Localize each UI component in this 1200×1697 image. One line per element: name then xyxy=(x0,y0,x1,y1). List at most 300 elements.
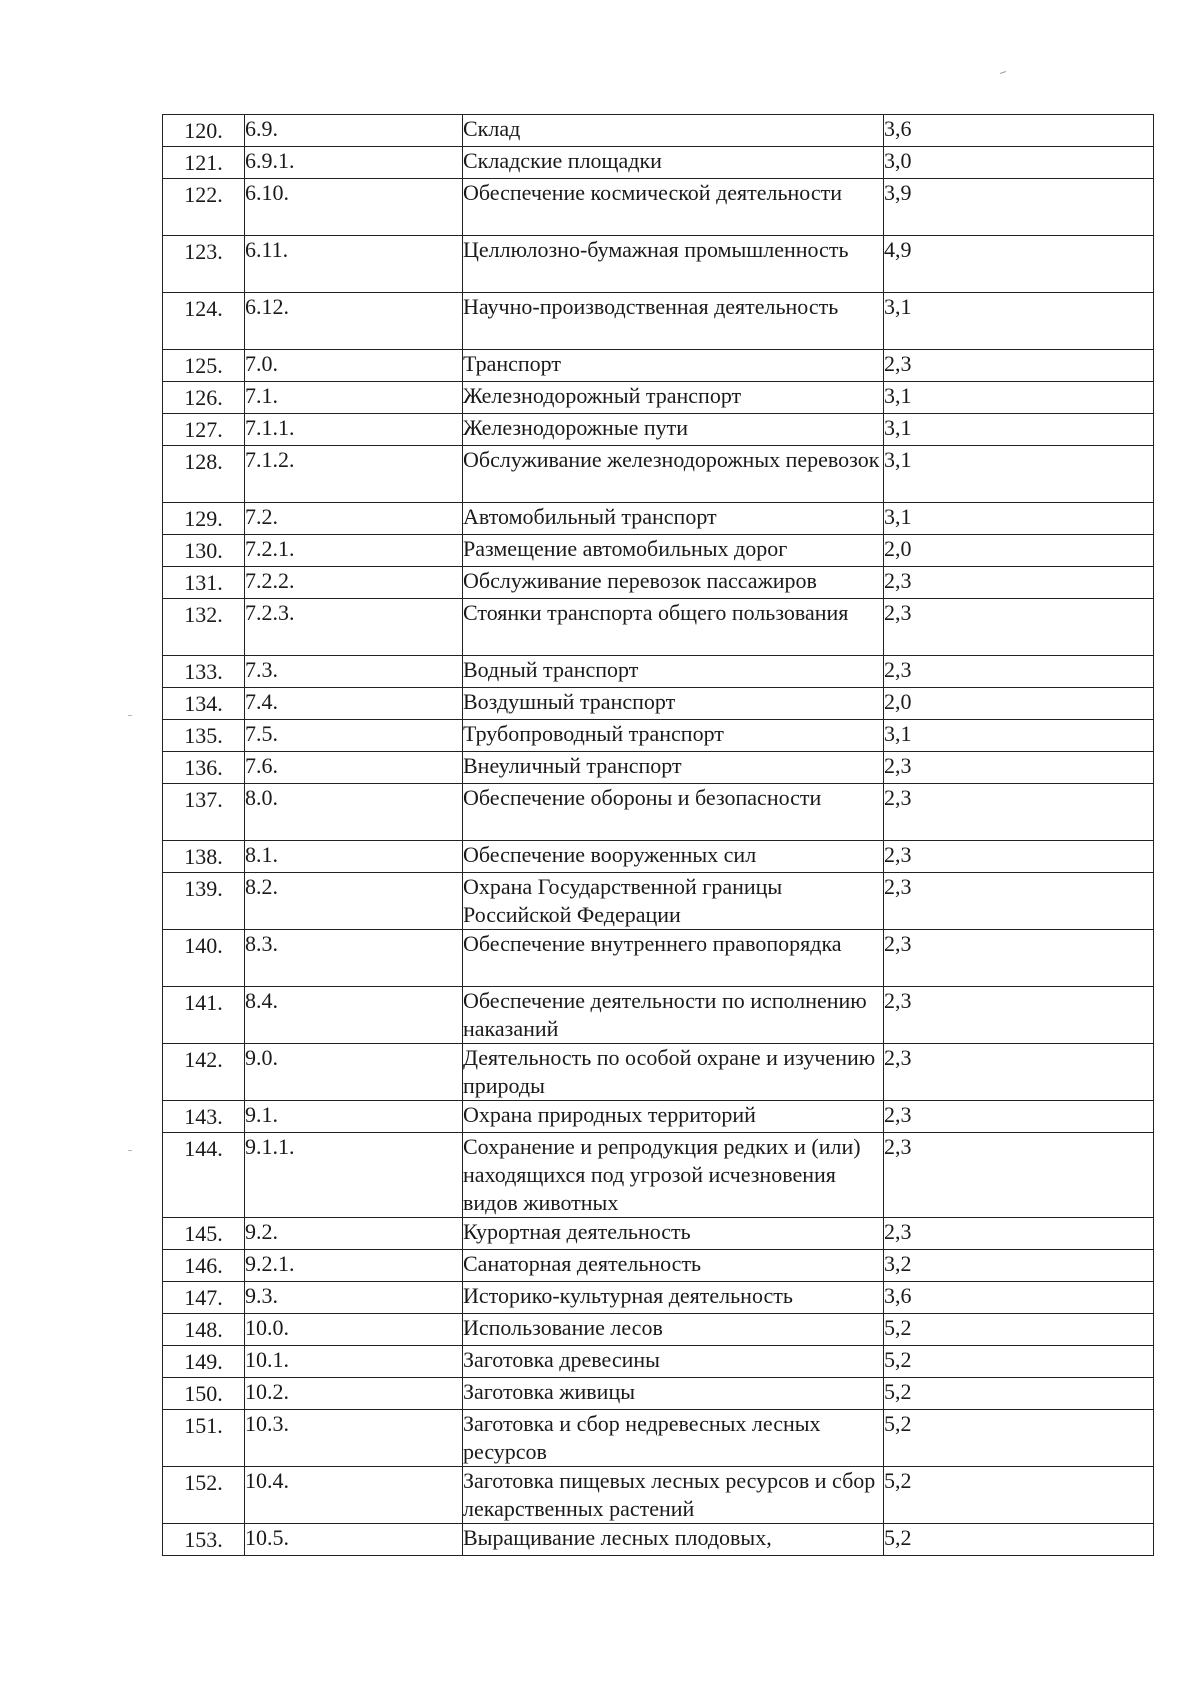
coefficient-text: 2,3 xyxy=(884,1045,912,1070)
row-number-text: 152. xyxy=(184,1470,223,1495)
row-number-text: 146. xyxy=(184,1253,223,1278)
type-code-cell xyxy=(245,414,463,446)
type-name-cell xyxy=(463,179,884,236)
type-code-text: 7.2.3. xyxy=(245,600,295,625)
type-name-cell xyxy=(463,1467,884,1524)
type-code-cell xyxy=(245,115,463,147)
row-number-cell xyxy=(163,1346,245,1378)
type-name-text: Использование лесов xyxy=(463,1315,663,1340)
coefficient-text: 2,3 xyxy=(884,600,912,625)
type-code-cell xyxy=(245,293,463,350)
table-row xyxy=(163,1250,1154,1282)
row-number-text: 137. xyxy=(184,787,223,812)
coefficient-cell xyxy=(884,1282,1154,1314)
row-number-text: 150. xyxy=(184,1381,223,1406)
type-name-cell xyxy=(463,414,884,446)
coefficient-cell xyxy=(884,1378,1154,1410)
coefficient-text: 3,6 xyxy=(884,1283,912,1308)
coefficient-cell xyxy=(884,1044,1154,1101)
row-number-cell xyxy=(163,567,245,599)
type-code-cell xyxy=(245,147,463,179)
type-name-text: Воздушный транспорт xyxy=(463,689,676,714)
type-code-cell xyxy=(245,567,463,599)
row-number-text: 135. xyxy=(184,723,223,748)
coefficient-text: 2,3 xyxy=(884,1102,912,1127)
table-row xyxy=(163,599,1154,656)
coefficient-text: 2,3 xyxy=(884,351,912,376)
coefficient-text: 5,2 xyxy=(884,1379,912,1404)
type-code-cell xyxy=(245,1101,463,1133)
table-row xyxy=(163,1346,1154,1378)
table-row xyxy=(163,503,1154,535)
type-code-text: 7.1.1. xyxy=(245,415,295,440)
type-code-cell xyxy=(245,350,463,382)
table-row xyxy=(163,115,1154,147)
row-number-text: 127. xyxy=(184,417,223,442)
type-name-cell xyxy=(463,841,884,873)
coefficient-cell xyxy=(884,1218,1154,1250)
coefficient-text: 2,3 xyxy=(884,568,912,593)
type-code-text: 6.11. xyxy=(245,237,289,262)
type-name-cell xyxy=(463,567,884,599)
table-row xyxy=(163,1133,1154,1218)
row-number-text: 145. xyxy=(184,1221,223,1246)
type-code-text: 10.5. xyxy=(245,1525,289,1550)
coefficient-text: 5,2 xyxy=(884,1411,912,1436)
coefficient-cell xyxy=(884,382,1154,414)
coefficient-cell xyxy=(884,1346,1154,1378)
row-number-text: 136. xyxy=(184,755,223,780)
row-number-cell xyxy=(163,115,245,147)
row-number-cell xyxy=(163,1378,245,1410)
row-number-cell xyxy=(163,1133,245,1218)
type-name-cell xyxy=(463,236,884,293)
type-code-text: 7.3. xyxy=(245,657,278,682)
coefficient-cell xyxy=(884,179,1154,236)
row-number-text: 142. xyxy=(184,1047,223,1072)
coefficient-text: 3,6 xyxy=(884,116,912,141)
coefficient-cell xyxy=(884,1410,1154,1467)
coefficient-text: 2,3 xyxy=(884,657,912,682)
table-row xyxy=(163,656,1154,688)
row-number-text: 131. xyxy=(184,570,223,595)
table-row xyxy=(163,987,1154,1044)
type-code-text: 9.3. xyxy=(245,1283,278,1308)
type-name-cell xyxy=(463,656,884,688)
type-name-cell xyxy=(463,535,884,567)
type-code-cell xyxy=(245,656,463,688)
row-number-text: 151. xyxy=(184,1413,223,1438)
table-row xyxy=(163,688,1154,720)
type-name-cell xyxy=(463,752,884,784)
type-code-text: 10.3. xyxy=(245,1411,289,1436)
type-name-text: Автомобильный транспорт xyxy=(463,504,717,529)
type-code-text: 7.1.2. xyxy=(245,447,295,472)
table-row xyxy=(163,1378,1154,1410)
type-code-text: 10.2. xyxy=(245,1379,289,1404)
type-code-text: 8.3. xyxy=(245,931,278,956)
type-name-text: Историко-культурная деятельность xyxy=(463,1283,793,1308)
row-number-cell xyxy=(163,1218,245,1250)
row-number-text: 123. xyxy=(184,239,223,264)
type-name-text: Заготовка древесины xyxy=(463,1347,660,1372)
coefficient-cell xyxy=(884,1524,1154,1556)
type-name-text: Трубопроводный транспорт xyxy=(463,721,724,746)
coefficient-cell xyxy=(884,656,1154,688)
coefficient-text: 2,3 xyxy=(884,785,912,810)
type-code-text: 7.1. xyxy=(245,383,278,408)
type-name-cell xyxy=(463,1282,884,1314)
type-code-cell xyxy=(245,1378,463,1410)
table-row xyxy=(163,293,1154,350)
row-number-cell xyxy=(163,414,245,446)
row-number-cell xyxy=(163,599,245,656)
table-row xyxy=(163,752,1154,784)
type-name-text: Заготовка и сбор недревесных лесных ресурсов xyxy=(463,1411,821,1464)
table-row xyxy=(163,179,1154,236)
type-name-cell xyxy=(463,1524,884,1556)
coefficient-cell xyxy=(884,930,1154,987)
coefficient-text: 3,1 xyxy=(884,504,912,529)
row-number-cell xyxy=(163,784,245,841)
type-code-cell xyxy=(245,688,463,720)
coefficient-text: 2,3 xyxy=(884,874,912,899)
row-number-cell xyxy=(163,1410,245,1467)
type-code-text: 9.1.1. xyxy=(245,1134,295,1159)
table-row xyxy=(163,720,1154,752)
coefficient-text: 3,1 xyxy=(884,415,912,440)
table-row xyxy=(163,1218,1154,1250)
row-number-text: 140. xyxy=(184,933,223,958)
type-code-text: 9.0. xyxy=(245,1045,278,1070)
type-name-cell xyxy=(463,720,884,752)
coefficient-cell xyxy=(884,350,1154,382)
type-code-text: 8.1. xyxy=(245,842,278,867)
scan-mark xyxy=(1000,71,1006,74)
type-name-cell xyxy=(463,987,884,1044)
type-code-cell xyxy=(245,930,463,987)
row-number-text: 122. xyxy=(184,182,223,207)
coefficient-cell xyxy=(884,446,1154,503)
coefficient-text: 2,3 xyxy=(884,931,912,956)
coefficient-cell xyxy=(884,784,1154,841)
type-name-cell xyxy=(463,784,884,841)
coefficient-text: 5,2 xyxy=(884,1468,912,1493)
coefficient-text: 5,2 xyxy=(884,1525,912,1550)
coefficient-text: 4,9 xyxy=(884,237,912,262)
type-name-text: Железнодорожные пути xyxy=(463,415,689,440)
coefficient-cell xyxy=(884,752,1154,784)
table-row xyxy=(163,1524,1154,1556)
type-name-cell xyxy=(463,1044,884,1101)
type-code-cell xyxy=(245,720,463,752)
coefficient-text: 2,3 xyxy=(884,753,912,778)
row-number-cell xyxy=(163,1524,245,1556)
row-number-text: 130. xyxy=(184,538,223,563)
coefficient-text: 3,2 xyxy=(884,1251,912,1276)
row-number-cell xyxy=(163,1467,245,1524)
type-code-text: 6.9. xyxy=(245,116,278,141)
row-number-text: 128. xyxy=(184,449,223,474)
row-number-cell xyxy=(163,236,245,293)
type-code-text: 10.0. xyxy=(245,1315,289,1340)
table-row xyxy=(163,446,1154,503)
type-code-text: 7.0. xyxy=(245,351,278,376)
row-number-text: 124. xyxy=(184,296,223,321)
row-number-cell xyxy=(163,1044,245,1101)
type-code-cell xyxy=(245,535,463,567)
type-name-cell xyxy=(463,446,884,503)
table-row xyxy=(163,873,1154,930)
type-code-cell xyxy=(245,1346,463,1378)
type-code-cell xyxy=(245,1218,463,1250)
coefficient-cell xyxy=(884,841,1154,873)
row-number-text: 134. xyxy=(184,691,223,716)
row-number-cell xyxy=(163,873,245,930)
row-number-cell xyxy=(163,752,245,784)
type-name-text: Целлюлозно-бумажная промышленность xyxy=(463,237,849,262)
row-number-cell xyxy=(163,1314,245,1346)
table-body xyxy=(163,115,1154,1556)
row-number-text: 120. xyxy=(184,118,223,143)
type-name-text: Охрана природных территорий xyxy=(463,1102,756,1127)
row-number-cell xyxy=(163,382,245,414)
table-row xyxy=(163,1467,1154,1524)
type-name-text: Научно-производственная деятельность xyxy=(463,294,839,319)
type-name-text: Обслуживание перевозок пассажиров xyxy=(463,568,817,593)
type-code-cell xyxy=(245,1314,463,1346)
type-name-text: Стоянки транспорта общего пользования xyxy=(463,600,849,625)
type-name-text: Склад xyxy=(463,116,521,141)
coefficient-text: 5,2 xyxy=(884,1315,912,1340)
type-code-text: 10.1. xyxy=(245,1347,289,1372)
type-name-text: Выращивание лесных плодовых, xyxy=(463,1525,772,1550)
type-code-text: 8.4. xyxy=(245,988,278,1013)
type-code-cell xyxy=(245,784,463,841)
type-code-text: 7.5. xyxy=(245,721,278,746)
type-name-text: Деятельность по особой охране и изучению природы xyxy=(463,1045,876,1098)
coefficient-text: 3,1 xyxy=(884,447,912,472)
scan-mark xyxy=(128,1150,132,1151)
row-number-text: 143. xyxy=(184,1104,223,1129)
type-name-text: Обслуживание железнодорожных перевозок xyxy=(463,447,880,472)
coefficient-cell xyxy=(884,599,1154,656)
type-name-text: Обеспечение обороны и безопасности xyxy=(463,785,822,810)
type-name-cell xyxy=(463,115,884,147)
row-number-cell xyxy=(163,930,245,987)
coefficient-cell xyxy=(884,503,1154,535)
coefficient-text: 3,1 xyxy=(884,721,912,746)
row-number-cell xyxy=(163,987,245,1044)
type-name-cell xyxy=(463,1101,884,1133)
row-number-cell xyxy=(163,720,245,752)
row-number-text: 125. xyxy=(184,353,223,378)
type-name-text: Обеспечение внутреннего правопорядка xyxy=(463,931,842,956)
row-number-cell xyxy=(163,350,245,382)
type-code-cell xyxy=(245,599,463,656)
coefficient-text: 2,3 xyxy=(884,842,912,867)
row-number-text: 148. xyxy=(184,1317,223,1342)
type-code-cell xyxy=(245,1133,463,1218)
coefficient-cell xyxy=(884,1133,1154,1218)
type-code-text: 7.2. xyxy=(245,504,278,529)
coefficient-cell xyxy=(884,236,1154,293)
type-name-text: Размещение автомобильных дорог xyxy=(463,536,788,561)
row-number-cell xyxy=(163,293,245,350)
table-row xyxy=(163,841,1154,873)
type-code-cell xyxy=(245,1250,463,1282)
coefficient-cell xyxy=(884,1101,1154,1133)
row-number-text: 129. xyxy=(184,506,223,531)
scan-mark xyxy=(128,715,132,716)
row-number-cell xyxy=(163,535,245,567)
type-code-cell xyxy=(245,1524,463,1556)
type-code-text: 10.4. xyxy=(245,1468,289,1493)
row-number-cell xyxy=(163,1250,245,1282)
type-code-text: 7.2.1. xyxy=(245,536,295,561)
type-name-cell xyxy=(463,1250,884,1282)
coefficient-text: 2,0 xyxy=(884,689,912,714)
coefficient-text: 3,1 xyxy=(884,383,912,408)
coefficient-text: 3,0 xyxy=(884,148,912,173)
row-number-text: 141. xyxy=(184,990,223,1015)
row-number-text: 144. xyxy=(184,1136,223,1161)
type-code-cell xyxy=(245,1467,463,1524)
row-number-text: 139. xyxy=(184,876,223,901)
type-name-cell xyxy=(463,293,884,350)
coefficient-text: 3,1 xyxy=(884,294,912,319)
type-code-text: 8.0. xyxy=(245,785,278,810)
type-name-text: Обеспечение космической деятельности xyxy=(463,180,843,205)
type-code-text: 8.2. xyxy=(245,874,278,899)
row-number-text: 147. xyxy=(184,1285,223,1310)
type-code-cell xyxy=(245,382,463,414)
type-code-cell xyxy=(245,503,463,535)
row-number-cell xyxy=(163,147,245,179)
coefficient-cell xyxy=(884,987,1154,1044)
type-code-cell xyxy=(245,236,463,293)
row-number-text: 132. xyxy=(184,602,223,627)
coefficient-cell xyxy=(884,293,1154,350)
type-name-text: Железнодорожный транспорт xyxy=(463,383,742,408)
type-name-cell xyxy=(463,1314,884,1346)
type-code-text: 7.2.2. xyxy=(245,568,295,593)
coefficient-cell xyxy=(884,1467,1154,1524)
coefficient-cell xyxy=(884,567,1154,599)
type-name-text: Водный транспорт xyxy=(463,657,639,682)
coefficient-cell xyxy=(884,414,1154,446)
table-row xyxy=(163,930,1154,987)
type-name-cell xyxy=(463,503,884,535)
type-name-cell xyxy=(463,1346,884,1378)
table-row xyxy=(163,535,1154,567)
table-row xyxy=(163,784,1154,841)
type-code-cell xyxy=(245,1044,463,1101)
type-code-cell xyxy=(245,752,463,784)
coefficients-table xyxy=(162,114,1154,1556)
type-code-text: 6.9.1. xyxy=(245,148,295,173)
type-name-cell xyxy=(463,1378,884,1410)
type-code-text: 6.12. xyxy=(245,294,289,319)
table-row xyxy=(163,382,1154,414)
type-name-text: Обеспечение деятельности по исполнению наказаний xyxy=(463,988,867,1041)
table-row xyxy=(163,414,1154,446)
type-name-cell xyxy=(463,1410,884,1467)
type-name-text: Сохранение и репродукция редких и (или) находящихся под угрозой исчезновения видов животных xyxy=(463,1134,861,1215)
coefficient-cell xyxy=(884,1314,1154,1346)
coefficient-text: 2,3 xyxy=(884,1219,912,1244)
coefficient-text: 2,3 xyxy=(884,988,912,1013)
row-number-cell xyxy=(163,1282,245,1314)
type-code-cell xyxy=(245,446,463,503)
table-row xyxy=(163,567,1154,599)
type-name-text: Заготовка пищевых лесных ресурсов и сбор лекарственных растений xyxy=(463,1468,876,1521)
table-row xyxy=(163,1044,1154,1101)
coefficient-cell xyxy=(884,873,1154,930)
type-code-text: 7.4. xyxy=(245,689,278,714)
row-number-cell xyxy=(163,503,245,535)
type-code-cell xyxy=(245,179,463,236)
type-name-text: Складские площадки xyxy=(463,148,662,173)
coefficient-text: 5,2 xyxy=(884,1347,912,1372)
row-number-cell xyxy=(163,446,245,503)
coefficient-text: 2,0 xyxy=(884,536,912,561)
type-code-text: 7.6. xyxy=(245,753,278,778)
row-number-text: 149. xyxy=(184,1349,223,1374)
type-name-cell xyxy=(463,147,884,179)
row-number-text: 133. xyxy=(184,659,223,684)
coefficient-cell xyxy=(884,1250,1154,1282)
type-name-cell xyxy=(463,930,884,987)
type-name-text: Курортная деятельность xyxy=(463,1219,691,1244)
type-name-text: Транспорт xyxy=(463,351,562,376)
row-number-text: 126. xyxy=(184,385,223,410)
type-name-cell xyxy=(463,1133,884,1218)
row-number-text: 138. xyxy=(184,844,223,869)
row-number-text: 153. xyxy=(184,1527,223,1552)
row-number-text: 121. xyxy=(184,150,223,175)
type-name-text: Внеуличный транспорт xyxy=(463,753,682,778)
row-number-cell xyxy=(163,179,245,236)
type-code-text: 9.2.1. xyxy=(245,1251,295,1276)
table-row xyxy=(163,350,1154,382)
coefficient-cell xyxy=(884,535,1154,567)
table-row xyxy=(163,147,1154,179)
coefficient-text: 3,9 xyxy=(884,180,912,205)
table-row xyxy=(163,1101,1154,1133)
row-number-cell xyxy=(163,688,245,720)
table-row xyxy=(163,236,1154,293)
type-name-text: Заготовка живицы xyxy=(463,1379,635,1404)
type-code-text: 9.2. xyxy=(245,1219,278,1244)
type-code-cell xyxy=(245,873,463,930)
type-code-cell xyxy=(245,1410,463,1467)
type-code-cell xyxy=(245,841,463,873)
type-name-cell xyxy=(463,873,884,930)
type-name-text: Охрана Государственной границы Российской Федерации xyxy=(463,874,783,927)
type-name-cell xyxy=(463,350,884,382)
type-name-cell xyxy=(463,382,884,414)
table-row xyxy=(163,1410,1154,1467)
coefficient-cell xyxy=(884,720,1154,752)
type-name-cell xyxy=(463,1218,884,1250)
coefficient-cell xyxy=(884,147,1154,179)
type-name-cell xyxy=(463,599,884,656)
type-name-text: Санаторная деятельность xyxy=(463,1251,702,1276)
row-number-cell xyxy=(163,656,245,688)
coefficient-cell xyxy=(884,115,1154,147)
coefficient-text: 2,3 xyxy=(884,1134,912,1159)
